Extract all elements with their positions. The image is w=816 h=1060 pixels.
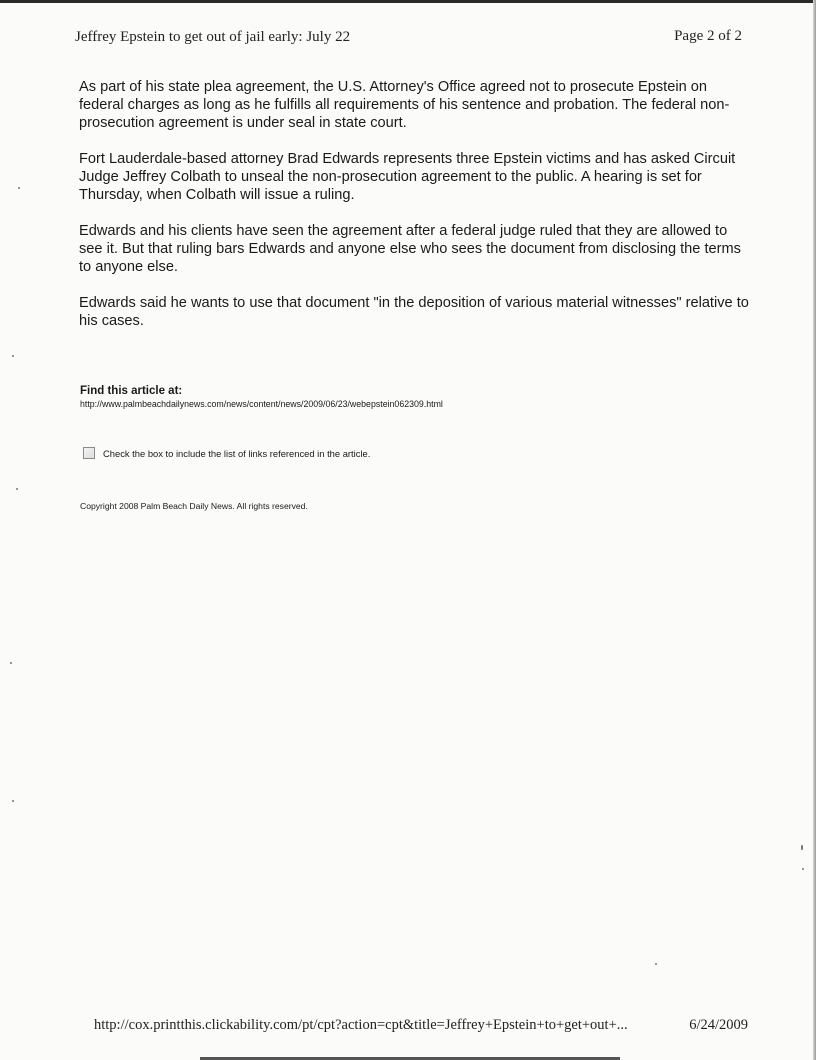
scan-speck xyxy=(10,662,12,664)
scan-speck xyxy=(12,355,14,357)
page-number: Page 2 of 2 xyxy=(674,28,742,44)
article-paragraph: As part of his state plea agreement, the U.S. Attorney's Office agreed not to prosecute Epstein on federal charges as long as he fulfills all requirements of his sentence and probation. The federal non-prosecution agreement is under seal in state court. xyxy=(79,79,730,131)
scan-speck xyxy=(802,868,804,870)
include-links-label: Check the box to include the list of links referenced in the article. xyxy=(103,447,371,459)
scan-speck xyxy=(655,963,657,965)
article-url-link[interactable]: http://www.palmbeachdailynews.com/news/content/news/2009/06/23/webepstein062309.html xyxy=(80,399,443,409)
article-paragraph: Edwards said he wants to use that document "in the deposition of various material witnesses" relative to his cases. xyxy=(79,295,749,329)
scan-speck xyxy=(801,845,803,850)
article-body xyxy=(79,78,749,348)
scan-speck xyxy=(12,800,14,802)
scan-speck xyxy=(16,488,18,490)
footer-date: 6/24/2009 xyxy=(689,1017,748,1033)
scan-top-edge xyxy=(0,0,816,3)
include-links-checkbox[interactable] xyxy=(83,447,95,459)
scan-speck xyxy=(18,187,20,189)
footer-url: http://cox.printthis.clickability.com/pt/cpt?action=cpt&title=Jeffrey+Epstein+to+get+out+... xyxy=(94,1017,628,1033)
article-paragraph: Edwards and his clients have seen the agreement after a federal judge ruled that they are allowed to see it. But that ruling bars Edwards and anyone else who sees the document from disclosing the terms to anyone else. xyxy=(79,223,741,275)
page-header-title: Jeffrey Epstein to get out of jail early: July 22 xyxy=(75,29,351,45)
include-links-option[interactable] xyxy=(83,447,370,459)
article-paragraph: Fort Lauderdale-based attorney Brad Edwards represents three Epstein victims and has asked Circuit Judge Jeffrey Colbath to unseal the non-prosecution agreement to the public. A hearing is set for Thursday, when Colbath will issue a ruling. xyxy=(79,151,736,203)
find-article-heading: Find this article at: xyxy=(80,385,183,397)
copyright-notice: Copyright 2008 Palm Beach Daily News. All rights reserved. xyxy=(80,501,308,511)
